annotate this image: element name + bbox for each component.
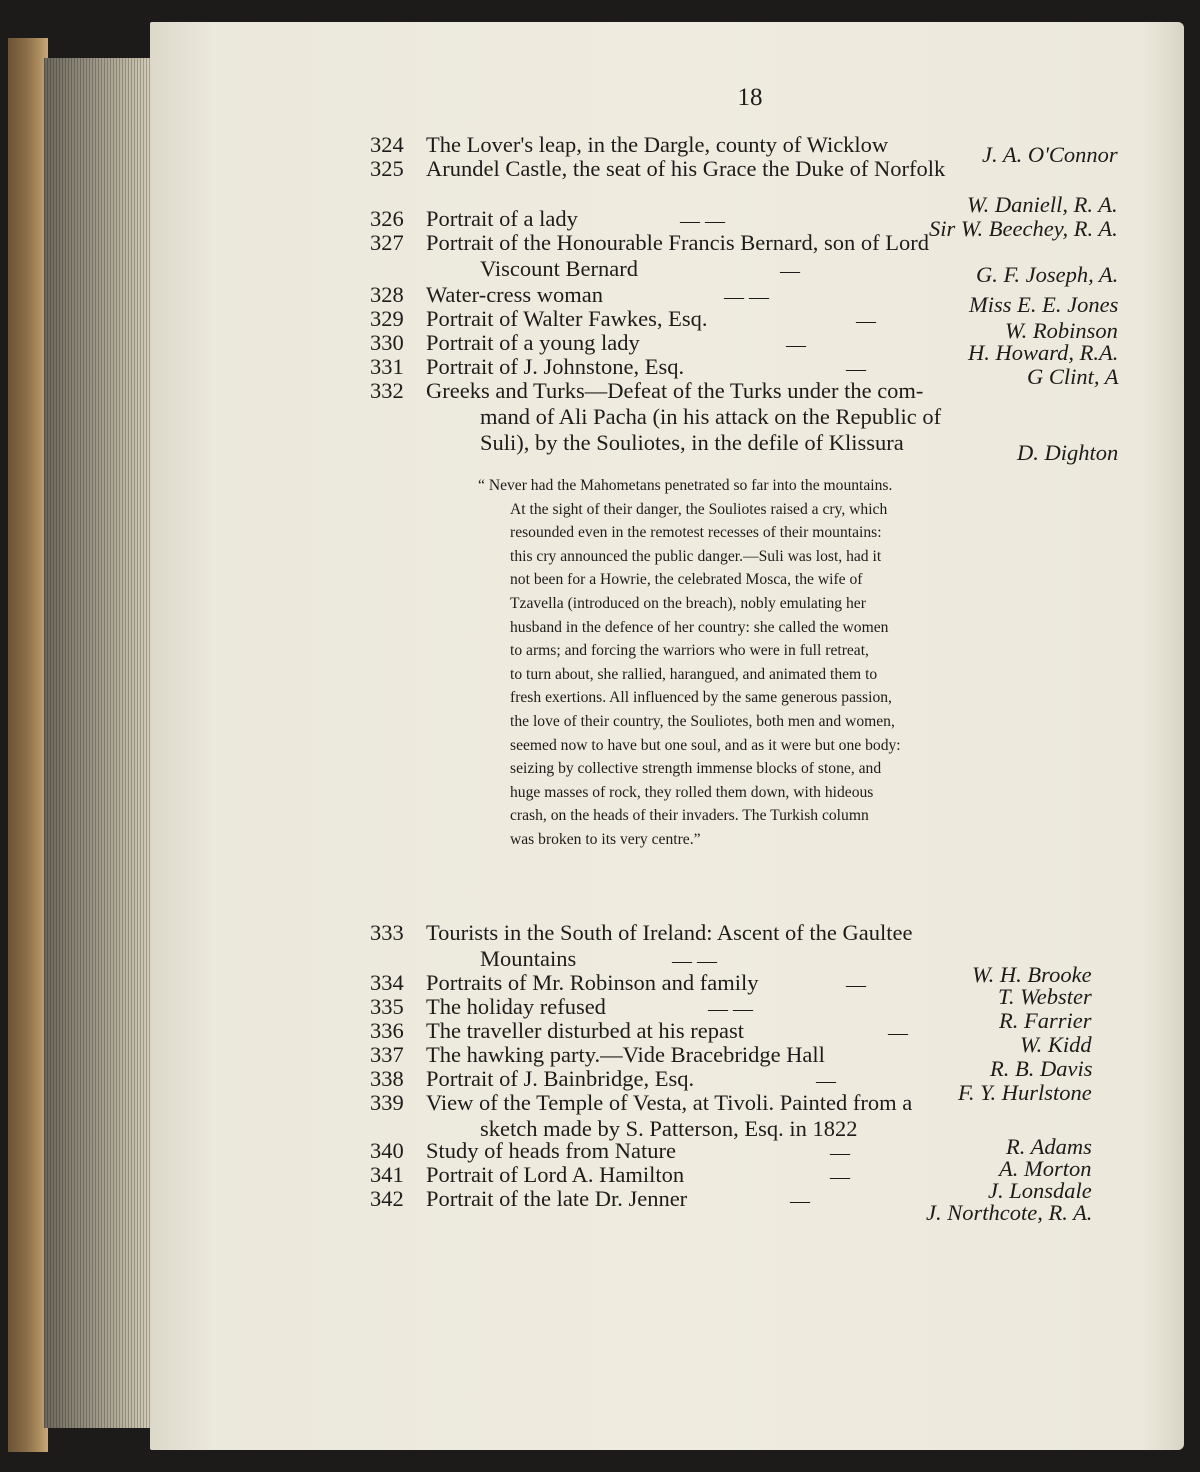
entry-number: 335 [370, 994, 404, 1019]
entry-title-line: Arundel Castle, the seat of his Grace the Duke of Norfolk [426, 156, 946, 181]
entry-title-line: Portrait of J. Johnstone, Esq. [426, 354, 685, 379]
quotation-line: to arms; and forcing the warriors who were in full retreat, [510, 642, 869, 660]
quotation-line: not been for a Howrie, the celebrated Mosca, the wife of [510, 571, 863, 589]
entry-number: 330 [370, 330, 404, 355]
quotation-line: husband in the defence of her country: she called the women [510, 618, 889, 636]
quotation-line: seemed now to have but one soul, and as it were but one body: [510, 736, 901, 754]
quotation-block [478, 474, 1006, 852]
leader-dashes: — [830, 1142, 850, 1164]
quotation-line: was broken to its very centre.” [510, 830, 701, 848]
entry-number: 328 [370, 282, 404, 307]
entry-title-line: Portrait of Walter Fawkes, Esq. [426, 306, 708, 331]
entry-title-line: Portrait of the late Dr. Jenner [426, 1186, 688, 1211]
entry-number: 342 [370, 1186, 404, 1211]
artist-name: D. Dighton [1017, 440, 1119, 465]
entry-title-line: Portrait of a young lady [426, 330, 640, 355]
artist-name: G Clint, A [1027, 364, 1119, 389]
artist-name: R. Adams [1006, 1134, 1092, 1159]
entry-number: 332 [370, 378, 404, 403]
artist-name: W. H. Brooke [972, 962, 1092, 987]
quotation-line: this cry announced the public danger.—Suli was lost, had it [510, 547, 882, 565]
entry-number: 339 [370, 1090, 404, 1115]
entry-number: 326 [370, 206, 404, 231]
entry-title-line: Suli), by the Souliotes, in the defile of Klissura [480, 430, 904, 455]
leader-dashes: — [846, 974, 866, 996]
entry-title-line: Portrait of the Honourable Francis Bernard, son of Lord [426, 230, 929, 255]
entry-title-line: Portrait of J. Bainbridge, Esq. [426, 1066, 695, 1091]
artist-name: A. Morton [999, 1156, 1092, 1181]
leader-dashes: — [786, 334, 806, 356]
leader-dashes: — — [680, 210, 725, 232]
entry-title-line: The Lover's leap, in the Dargle, county of Wicklow [426, 132, 889, 157]
entry-number: 327 [370, 230, 404, 255]
entry-title-line: Study of heads from Nature [426, 1138, 676, 1163]
leader-dashes: — [780, 260, 800, 282]
entry-title-line: Tourists in the South of Ireland: Ascent of the Gaultee [426, 920, 913, 945]
entry-number: 324 [370, 132, 404, 157]
entry-title-line: Portraits of Mr. Robinson and family [426, 970, 759, 995]
quotation-line: the love of their country, the Souliotes, both men and women, [510, 712, 895, 730]
quotation-line: to turn about, she rallied, harangued, and animated them to [510, 665, 878, 683]
entry-title-line: The traveller disturbed at his repast [426, 1018, 745, 1043]
entry-number: 333 [370, 920, 404, 945]
entry-title-line: Viscount Bernard [480, 256, 638, 281]
leader-dashes: — — [672, 950, 717, 972]
quotation-line: Tzavella (introduced on the breach), nobly emulating her [510, 594, 866, 612]
leader-dashes: — [856, 310, 876, 332]
artist-name: J. Lonsdale [988, 1178, 1092, 1203]
leader-dashes: — [888, 1022, 908, 1044]
quotation-line: seizing by collective strength immense blocks of stone, and [510, 760, 882, 778]
quotation-line: fresh exertions. All influenced by the same generous passion, [510, 689, 892, 707]
quotation-line: “ Never had the Mahometans penetrated so far into the mountains. [478, 477, 893, 494]
entry-title-line: sketch made by S. Patterson, Esq. in 1822 [480, 1116, 858, 1141]
quotation-line: crash, on the heads of their invaders. The Turkish column [510, 807, 869, 825]
entry-title-line: Water-cress woman [426, 282, 604, 307]
quotation-line: resounded even in the remotest recesses of their mountains: [510, 524, 882, 542]
entry-number: 331 [370, 354, 404, 379]
leader-dashes: — [830, 1166, 850, 1188]
artist-name: G. F. Joseph, A. [976, 262, 1119, 287]
leader-dashes: — — [724, 286, 769, 308]
entry-title-line: Portrait of Lord A. Hamilton [426, 1162, 685, 1187]
artist-name: H. Howard, R.A. [968, 340, 1119, 365]
artist-name: Sir W. Beechey, R. A. [929, 216, 1118, 241]
artist-name: Miss E. E. Jones [969, 292, 1119, 317]
artist-name: T. Webster [998, 984, 1092, 1009]
quotation-line: huge masses of rock, they rolled them down, with hideous [510, 783, 874, 801]
page-number: 18 [737, 84, 763, 111]
entry-title-line: Greeks and Turks—Defeat of the Turks under the com- [426, 378, 924, 403]
entry-title-line: Portrait of a lady [426, 206, 578, 231]
entry-number: 340 [370, 1138, 404, 1163]
entry-number: 341 [370, 1162, 404, 1187]
leader-dashes: — — [708, 998, 753, 1020]
artist-name: R. Farrier [999, 1008, 1092, 1033]
artist-name: F. Y. Hurlstone [958, 1080, 1092, 1105]
entry-title-line: The holiday refused [426, 994, 606, 1019]
artist-name: J. Northcote, R. A. [926, 1200, 1093, 1225]
leader-dashes: — [846, 358, 866, 380]
leader-dashes: — [816, 1070, 836, 1092]
artist-name: W. Robinson [1005, 318, 1118, 343]
artist-name: R. B. Davis [990, 1056, 1093, 1081]
entry-title-line: Mountains [480, 946, 577, 971]
entry-number: 325 [370, 156, 404, 181]
entry-number: 337 [370, 1042, 404, 1067]
leader-dashes: — [790, 1190, 810, 1212]
artist-name: J. A. O'Connor [982, 142, 1118, 167]
quotation-line: At the sight of their danger, the Souliotes raised a cry, which [510, 500, 888, 518]
entry-title-line: View of the Temple of Vesta, at Tivoli. Painted from a [426, 1090, 913, 1115]
artist-name: W. Daniell, R. A. [967, 192, 1118, 217]
artist-name: W. Kidd [1020, 1032, 1092, 1057]
entry-number: 338 [370, 1066, 404, 1091]
entry-title-line: The hawking party.—Vide Bracebridge Hall [426, 1042, 825, 1067]
entry-title-line: mand of Ali Pacha (in his attack on the Republic of [480, 404, 942, 429]
entry-number: 336 [370, 1018, 404, 1043]
entry-number: 334 [370, 970, 404, 995]
entry-number: 329 [370, 306, 404, 331]
